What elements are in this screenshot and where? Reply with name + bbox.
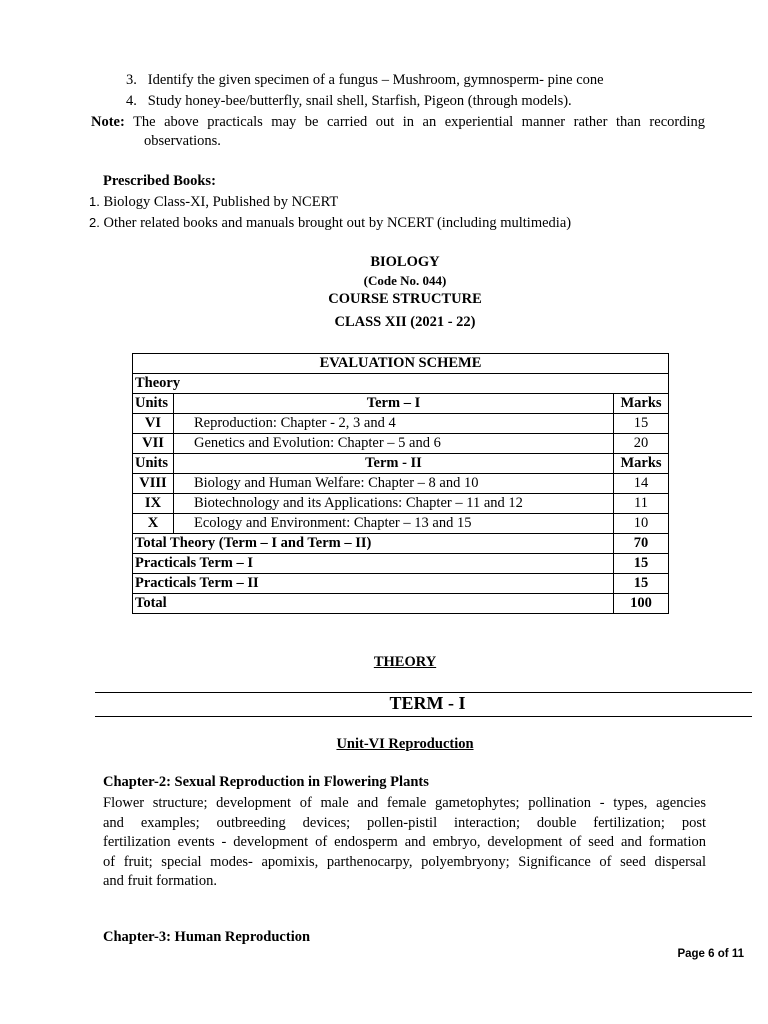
marks-cell: 14 [614,474,669,494]
total-label: Total Theory (Term – I and Term – II) [133,534,614,554]
marks-cell: 11 [614,494,669,514]
book-text: Other related books and manuals brought out by NCERT (including multimedia) [103,215,572,231]
total-marks: 100 [614,594,669,614]
chapter-2-line: and fruit formation. [103,873,217,889]
chapter-2-line: and examples; outbreeding devices; pollen-pistil interaction; double fertilization; post [103,814,706,831]
total-row [133,594,669,614]
book-number: 2. [89,215,100,230]
table-row [133,354,669,374]
term-header: Term - II [173,454,613,474]
unit-cell: VII [133,434,174,454]
chapter-2-line: fertilization events - development of endosperm and embryo, development of seed and formation [103,834,706,850]
page-total: 11 [731,948,744,960]
book-text: Biology Class-XI, Published by NCERT [103,194,339,210]
unit-description: Biotechnology and its Applications: Chapter – 11 and 12 [173,494,613,514]
unit-description: Reproduction: Chapter - 2, 3 and 4 [173,414,613,434]
total-marks: 15 [614,554,669,574]
practical-item-4 [126,93,572,110]
marks-cell: 10 [614,514,669,534]
unit-heading: Unit-VI Reproduction [336,736,474,752]
total-marks: 70 [614,534,669,554]
table-row [133,414,669,434]
evaluation-table [132,353,669,614]
theory-heading: THEORY [373,654,437,670]
book-item-1 [89,194,338,211]
total-row [133,534,669,554]
units-header: Units [133,394,174,414]
book-item-2 [89,215,571,232]
total-row [133,554,669,574]
subject-code: (Code No. 044) [363,273,447,288]
term-rule-bottom [95,716,752,717]
page-footer [677,948,744,960]
unit-description: Biology and Human Welfare: Chapter – 8 and 10 [173,474,613,494]
chapter-2-line: Flower structure; development of male and female gametophytes; pollination - types, agencies [103,795,706,811]
chapter-2-line: of fruit; special modes- apomixis, parthenocarpy, polyembryony; Significance of seed dispersal [103,853,706,870]
total-label: Practicals Term – I [133,554,614,574]
unit-description: Genetics and Evolution: Chapter – 5 and 6 [173,434,613,454]
page-number: 6 [708,948,715,960]
practical-item-3 [126,72,604,89]
chapter-2-body [103,794,706,892]
table-row [133,474,669,494]
chapter-2-title: Chapter-2: Sexual Reproduction in Flowering Plants [103,774,429,790]
practical-text: Identify the given specimen of a fungus – Mushroom, gymnosperm- pine cone [147,72,604,88]
marks-cell: 20 [614,434,669,454]
practical-number: 4. [126,93,137,109]
marks-cell: 15 [614,414,669,434]
subject-title: BIOLOGY [370,254,440,270]
table-row [133,434,669,454]
term-heading: TERM - I [389,693,466,713]
units-header: Units [133,454,174,474]
table-row [133,374,669,394]
chapter-3-title: Chapter-3: Human Reproduction [103,929,311,945]
unit-cell: X [133,514,174,534]
term-header: Term – I [173,394,613,414]
note-label: Note: [91,114,125,130]
practical-number: 3. [126,72,137,88]
book-number: 1. [89,194,100,209]
unit-cell: IX [133,494,174,514]
note-line-1 [91,114,705,131]
unit-cell: VIII [133,474,174,494]
total-label: Practicals Term – II [133,574,614,594]
marks-header: Marks [614,394,669,414]
of-label: of [717,948,729,960]
note-line-2: observations. [144,133,221,149]
table-header-row [133,454,669,474]
evaluation-title: EVALUATION SCHEME [133,354,669,374]
prescribed-books-heading: Prescribed Books: [103,173,216,189]
unit-description: Ecology and Environment: Chapter – 13 and 15 [173,514,613,534]
course-structure-title: COURSE STRUCTURE [328,291,482,307]
page-label: Page [677,948,705,960]
note-text: The above practicals may be carried out in an experiential manner rather than recording [133,114,705,130]
class-title: CLASS XII (2021 - 22) [334,314,476,330]
practical-text: Study honey-bee/butterfly, snail shell, Starfish, Pigeon (through models). [147,93,572,109]
total-label: Total [133,594,614,614]
total-row [133,574,669,594]
table-row [133,514,669,534]
marks-header: Marks [614,454,669,474]
total-marks: 15 [614,574,669,594]
theory-label: Theory [133,374,669,394]
unit-cell: VI [133,414,174,434]
table-header-row [133,394,669,414]
table-row [133,494,669,514]
